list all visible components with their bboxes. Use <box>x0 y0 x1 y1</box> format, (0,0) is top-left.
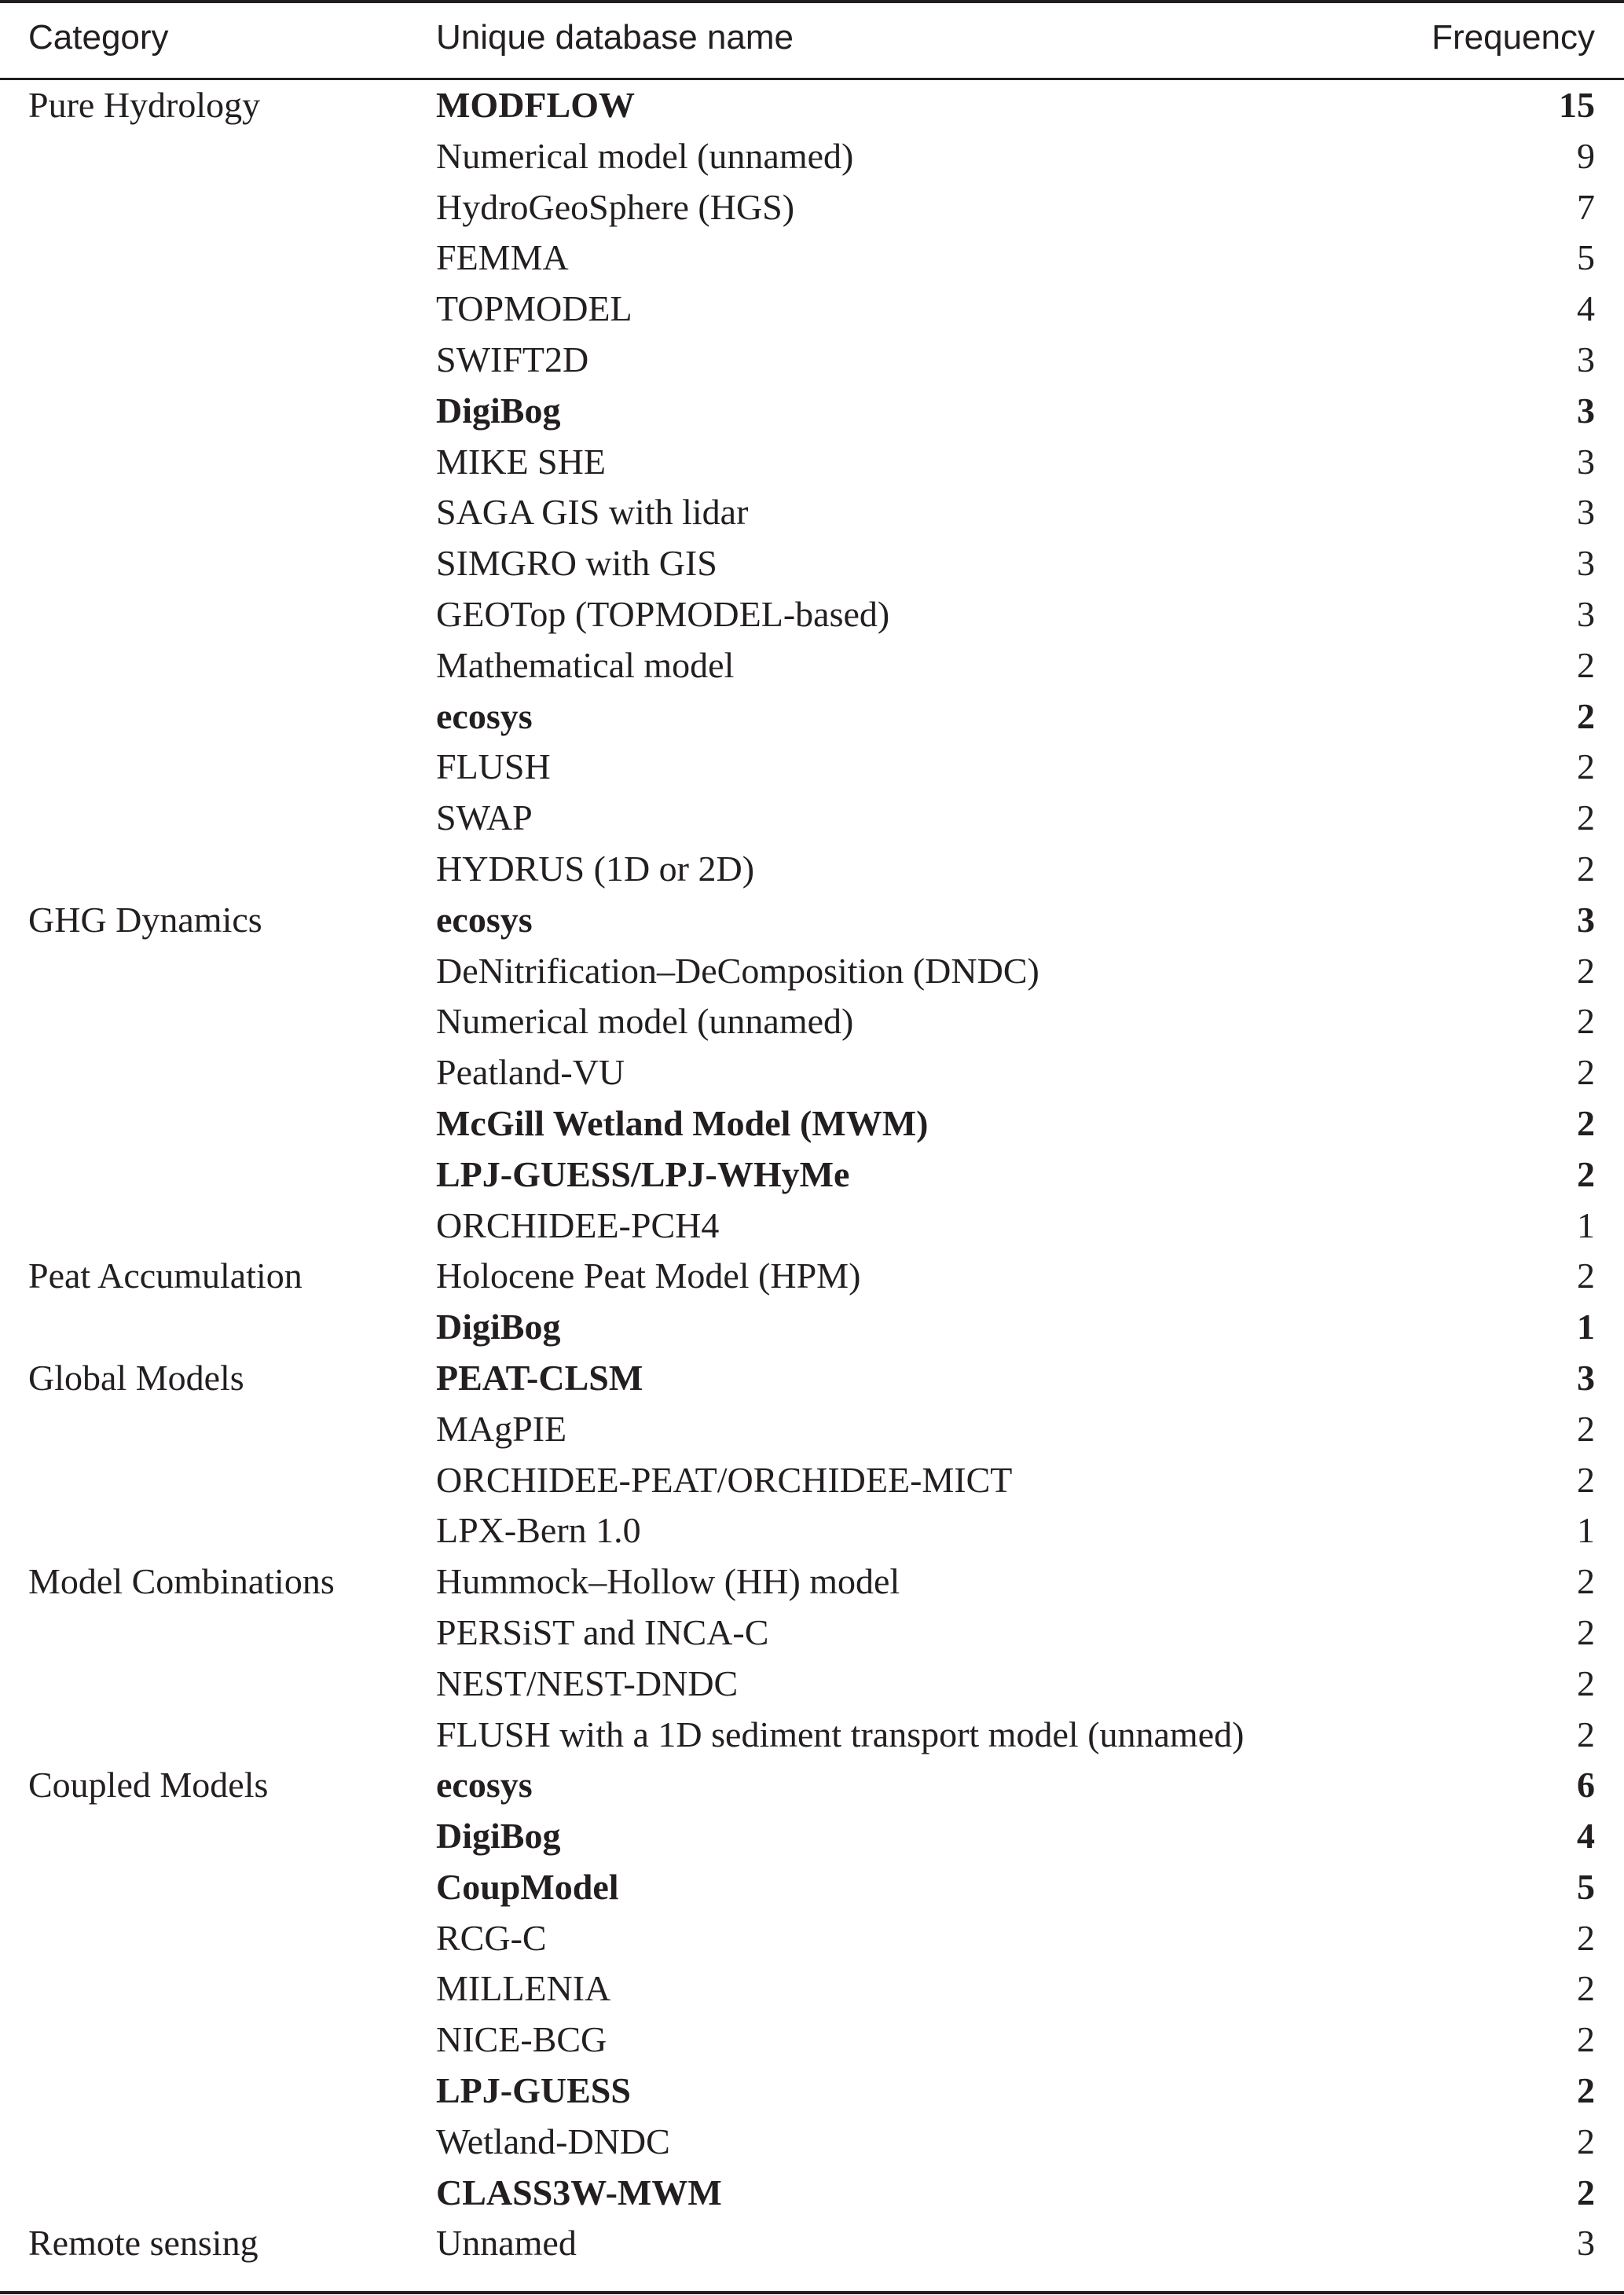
table-row <box>28 1710 1595 1761</box>
table-row <box>28 487 1595 538</box>
cell-frequency: 2 <box>1577 2070 1595 2111</box>
table-row <box>28 742 1595 793</box>
table-row <box>28 2066 1595 2117</box>
cell-frequency: 2 <box>1577 1102 1595 1143</box>
cell-category <box>28 233 436 284</box>
cell-database-name: Mathematical model <box>436 644 735 685</box>
table-row <box>28 996 1595 1047</box>
model-frequency-table <box>28 0 1595 2269</box>
cell-database-name: Numerical model (unnamed) <box>436 1001 854 1042</box>
table-row <box>28 895 1595 946</box>
cell-category <box>28 640 436 691</box>
cell-database-name: CoupModel <box>436 1866 619 1907</box>
table-row <box>28 946 1595 997</box>
cell-frequency: 2 <box>1577 1663 1595 1703</box>
cell-category: Coupled Models <box>28 1765 269 1806</box>
table-header <box>28 0 1595 80</box>
cell-frequency: 2 <box>1577 1561 1595 1602</box>
cell-database-name: Unnamed <box>436 2223 577 2264</box>
cell-frequency: 3 <box>1577 593 1595 634</box>
cell-database-name: SWAP <box>436 797 533 838</box>
cell-category <box>28 1659 436 1710</box>
cell-category <box>28 1811 436 1862</box>
cell-database-name: McGill Wetland Model (MWM) <box>436 1102 929 1143</box>
cell-category <box>28 2066 436 2117</box>
cell-database-name: MILLENIA <box>436 1968 611 2009</box>
table-row <box>28 182 1595 233</box>
cell-database-name: PERSiST and INCA-C <box>436 1611 769 1652</box>
cell-frequency: 4 <box>1577 288 1595 329</box>
cell-category <box>28 742 436 793</box>
cell-frequency: 3 <box>1577 441 1595 482</box>
cell-database-name: MAgPIE <box>436 1408 567 1449</box>
cell-frequency: 7 <box>1577 186 1595 227</box>
cell-category <box>28 538 436 589</box>
cell-frequency: 1 <box>1577 1204 1595 1245</box>
table-row <box>28 1353 1595 1404</box>
table-row <box>28 1149 1595 1201</box>
header-database-name: Unique database name <box>436 18 794 57</box>
cell-database-name: RCG-C <box>436 1917 547 1958</box>
cell-database-name: SIMGRO with GIS <box>436 543 717 584</box>
table-row <box>28 538 1595 589</box>
cell-category <box>28 1201 436 1252</box>
table-bottom-rule <box>0 2291 1624 2294</box>
cell-frequency: 2 <box>1577 746 1595 787</box>
cell-frequency: 2 <box>1577 1917 1595 1958</box>
table-row <box>28 793 1595 844</box>
cell-database-name: Hummock–Hollow (HH) model <box>436 1561 900 1602</box>
cell-database-name: TOPMODEL <box>436 288 632 329</box>
cell-database-name: FLUSH <box>436 746 551 787</box>
cell-frequency: 2 <box>1577 1459 1595 1500</box>
cell-frequency: 2 <box>1577 2019 1595 2060</box>
cell-database-name: GEOTop (TOPMODEL-based) <box>436 593 890 634</box>
cell-frequency: 3 <box>1577 492 1595 533</box>
cell-database-name: ORCHIDEE-PCH4 <box>436 1204 720 1245</box>
table-row <box>28 1862 1595 1913</box>
cell-frequency: 3 <box>1577 1357 1595 1398</box>
cell-database-name: Holocene Peat Model (HPM) <box>436 1256 861 1296</box>
cell-category: Remote sensing <box>28 2223 258 2264</box>
cell-category <box>28 1608 436 1659</box>
cell-frequency: 3 <box>1577 543 1595 584</box>
table-row <box>28 691 1595 742</box>
table-row <box>28 284 1595 335</box>
table-row <box>28 2117 1595 2168</box>
cell-frequency: 4 <box>1577 1816 1595 1857</box>
cell-database-name: LPJ-GUESS/LPJ-WHyMe <box>436 1153 850 1194</box>
cell-category: Peat Accumulation <box>28 1256 302 1296</box>
table-body <box>28 80 1595 2269</box>
cell-category <box>28 2168 436 2219</box>
cell-frequency: 1 <box>1577 1307 1595 1347</box>
cell-category <box>28 691 436 742</box>
cell-database-name: FEMMA <box>436 237 569 278</box>
cell-frequency: 5 <box>1577 1866 1595 1907</box>
table-row <box>28 1608 1595 1659</box>
cell-category <box>28 131 436 182</box>
cell-category: Global Models <box>28 1357 244 1398</box>
table-row <box>28 1505 1595 1556</box>
cell-frequency: 2 <box>1577 1256 1595 1296</box>
cell-frequency: 3 <box>1577 2223 1595 2264</box>
cell-frequency: 2 <box>1577 1714 1595 1754</box>
table-row <box>28 1913 1595 1964</box>
table-row <box>28 1811 1595 1862</box>
cell-category <box>28 793 436 844</box>
cell-frequency: 9 <box>1577 135 1595 176</box>
table-row <box>28 1760 1595 1811</box>
table-row <box>28 1098 1595 1149</box>
table-row <box>28 1251 1595 1302</box>
cell-category <box>28 1047 436 1098</box>
cell-database-name: NICE-BCG <box>436 2019 607 2060</box>
cell-frequency: 2 <box>1577 950 1595 991</box>
cell-category <box>28 946 436 997</box>
table-row <box>28 233 1595 284</box>
table-row <box>28 2218 1595 2269</box>
cell-database-name: ecosys <box>436 695 533 736</box>
cell-frequency: 1 <box>1577 1510 1595 1551</box>
cell-frequency: 2 <box>1577 2121 1595 2161</box>
cell-database-name: DigiBog <box>436 1307 561 1347</box>
cell-database-name: LPJ-GUESS <box>436 2070 631 2111</box>
table-row <box>28 589 1595 640</box>
cell-database-name: CLASS3W-MWM <box>436 2172 722 2213</box>
cell-database-name: ecosys <box>436 1765 533 1806</box>
cell-frequency: 2 <box>1577 797 1595 838</box>
cell-database-name: LPX-Bern 1.0 <box>436 1510 641 1551</box>
cell-category <box>28 589 436 640</box>
cell-category <box>28 1098 436 1149</box>
cell-database-name: Peatland-VU <box>436 1052 625 1093</box>
cell-frequency: 2 <box>1577 1001 1595 1042</box>
cell-category <box>28 437 436 488</box>
cell-frequency: 3 <box>1577 339 1595 379</box>
table-row <box>28 2015 1595 2066</box>
cell-category <box>28 487 436 538</box>
table-row <box>28 1302 1595 1353</box>
cell-database-name: MIKE SHE <box>436 441 606 482</box>
cell-category <box>28 844 436 895</box>
cell-database-name: HYDRUS (1D or 2D) <box>436 848 755 889</box>
cell-category <box>28 284 436 335</box>
table-row <box>28 640 1595 691</box>
cell-category: Pure Hydrology <box>28 85 261 125</box>
header-category: Category <box>28 18 169 57</box>
cell-frequency: 5 <box>1577 237 1595 278</box>
table-row <box>28 1404 1595 1455</box>
cell-database-name: ecosys <box>436 899 533 940</box>
table-row <box>28 1047 1595 1098</box>
cell-category: GHG Dynamics <box>28 899 262 940</box>
cell-category <box>28 1404 436 1455</box>
cell-frequency: 2 <box>1577 1052 1595 1093</box>
cell-category <box>28 1913 436 1964</box>
cell-database-name: FLUSH with a 1D sediment transport model (unnamed) <box>436 1714 1245 1754</box>
cell-category <box>28 1710 436 1761</box>
table-row <box>28 80 1595 131</box>
cell-database-name: PEAT-CLSM <box>436 1357 643 1398</box>
cell-category <box>28 1149 436 1201</box>
table-row <box>28 2168 1595 2219</box>
cell-database-name: SAGA GIS with lidar <box>436 492 749 533</box>
cell-frequency: 15 <box>1559 85 1595 125</box>
cell-frequency: 3 <box>1577 390 1595 431</box>
header-frequency: Frequency <box>1432 18 1595 57</box>
cell-frequency: 2 <box>1577 695 1595 736</box>
table-row <box>28 131 1595 182</box>
cell-database-name: MODFLOW <box>436 85 635 125</box>
cell-frequency: 2 <box>1577 1611 1595 1652</box>
header-row <box>28 0 1595 75</box>
cell-category <box>28 2015 436 2066</box>
table-row <box>28 1963 1595 2015</box>
cell-frequency: 2 <box>1577 1153 1595 1194</box>
table-row <box>28 335 1595 386</box>
cell-database-name: DigiBog <box>436 1816 561 1857</box>
cell-database-name: ORCHIDEE-PEAT/ORCHIDEE-MICT <box>436 1459 1013 1500</box>
cell-category <box>28 335 436 386</box>
cell-frequency: 3 <box>1577 899 1595 940</box>
cell-database-name: DeNitrification–DeComposition (DNDC) <box>436 950 1039 991</box>
cell-database-name: Numerical model (unnamed) <box>436 135 854 176</box>
cell-database-name: Wetland-DNDC <box>436 2121 670 2161</box>
cell-frequency: 2 <box>1577 848 1595 889</box>
cell-frequency: 2 <box>1577 2172 1595 2213</box>
cell-database-name: HydroGeoSphere (HGS) <box>436 186 795 227</box>
table-row <box>28 1201 1595 1252</box>
cell-category <box>28 2117 436 2168</box>
table-row <box>28 386 1595 437</box>
cell-category <box>28 182 436 233</box>
cell-category <box>28 1302 436 1353</box>
table-row <box>28 844 1595 895</box>
cell-category <box>28 1963 436 2015</box>
cell-category <box>28 1862 436 1913</box>
table-row <box>28 1455 1595 1506</box>
cell-category <box>28 996 436 1047</box>
cell-frequency: 2 <box>1577 644 1595 685</box>
table-row <box>28 1659 1595 1710</box>
cell-category <box>28 386 436 437</box>
table-row <box>28 437 1595 488</box>
cell-database-name: SWIFT2D <box>436 339 589 379</box>
cell-category <box>28 1455 436 1506</box>
cell-database-name: DigiBog <box>436 390 561 431</box>
cell-frequency: 6 <box>1577 1765 1595 1806</box>
cell-database-name: NEST/NEST-DNDC <box>436 1663 739 1703</box>
table-row <box>28 1556 1595 1608</box>
cell-frequency: 2 <box>1577 1968 1595 2009</box>
cell-category <box>28 1505 436 1556</box>
cell-category: Model Combinations <box>28 1561 335 1602</box>
cell-frequency: 2 <box>1577 1408 1595 1449</box>
